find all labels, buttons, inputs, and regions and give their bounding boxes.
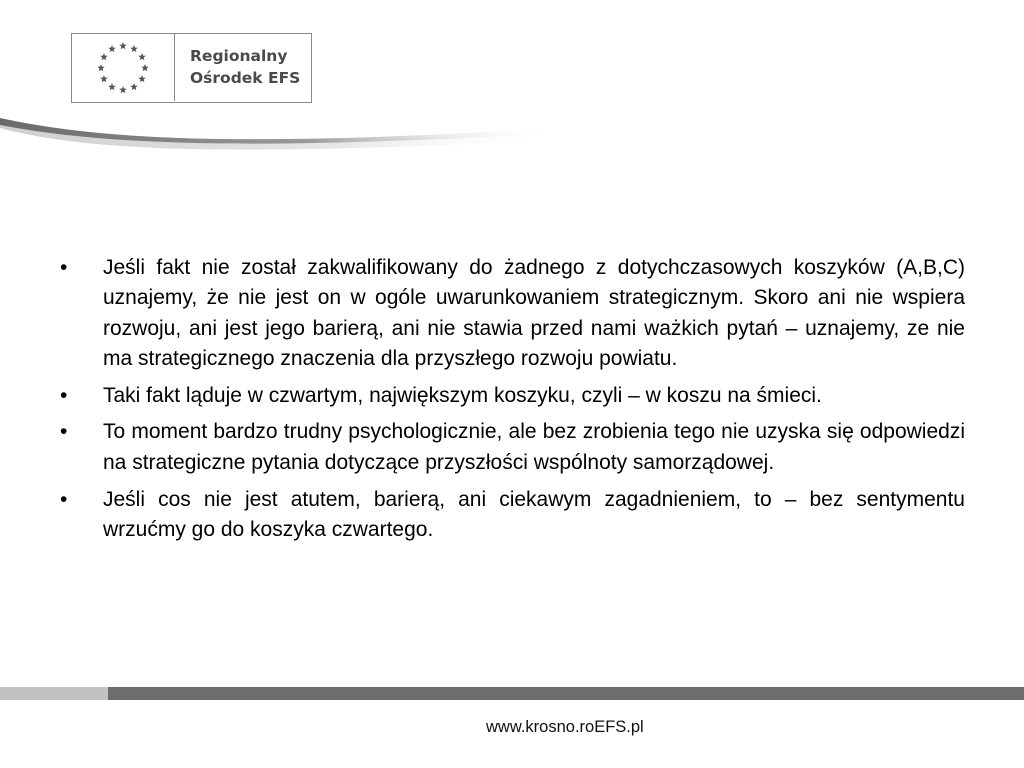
bullet-text: To moment bardzo trudny psychologicznie, ale bez zrobienia tego nie uzyska się odpowiedzi na strategiczne pytania dotyczące przyszłości wspólnoty samorządowej. (103, 420, 965, 474)
eu-star-icon (108, 83, 116, 90)
bullet-text: Jeśli cos nie jest atutem, barierą, ani ciekawym zagadnieniem, to – bez sentymentu wrzućmy go do koszyka czwartego. (103, 487, 965, 541)
bullet-marker: • (60, 383, 68, 407)
logo (71, 33, 312, 103)
bullet-item (60, 417, 965, 478)
bullet-marker: • (60, 256, 68, 279)
logo-line-1: Regionalny (190, 47, 288, 65)
eu-star-icon (130, 45, 138, 52)
bullet-text: Taki fakt ląduje w czwartym, największym koszyku, czyli – w koszu na śmieci. (103, 383, 822, 407)
eu-star-icon (141, 64, 149, 71)
eu-star-icon (119, 42, 127, 49)
bullet-marker: • (60, 420, 68, 444)
eu-star-icon (119, 86, 127, 93)
bullet-item (60, 381, 965, 411)
eu-star-icon (130, 83, 138, 90)
footer-bar-dark (108, 687, 1024, 700)
eu-stars-icon (72, 34, 175, 101)
eu-star-icon (108, 45, 116, 52)
footer-bar-light (0, 687, 108, 700)
bullet-item (60, 485, 965, 546)
bullet-text: Jeśli fakt nie został zakwalifikowany do żadnego z dotychczasowych koszyków (A,B,C) uznajemy, że nie jest on w ogóle uwarunkowaniem strategicznym. Skoro ani nie wspiera rozwoju, ani jest jego barierą, ani nie stawia przed nami ważkich pytań – uznajemy, ze nie ma strategicznego znaczenia dla przyszłego rozwoju powiatu. (103, 256, 965, 370)
eu-star-icon (138, 75, 146, 82)
bullet-list (60, 253, 965, 552)
header-swoosh (0, 112, 600, 162)
eu-star-icon (97, 64, 105, 71)
logo-text (190, 45, 310, 89)
footer-url[interactable]: www.krosno.roEFS.pl (486, 718, 644, 736)
eu-star-icon (100, 75, 108, 82)
eu-star-icon (100, 53, 108, 60)
footer-bar (0, 687, 1024, 700)
bullet-item (60, 253, 965, 374)
eu-star-icon (138, 53, 146, 60)
logo-line-2: Ośrodek EFS (190, 69, 301, 87)
bullet-marker: • (60, 487, 68, 511)
